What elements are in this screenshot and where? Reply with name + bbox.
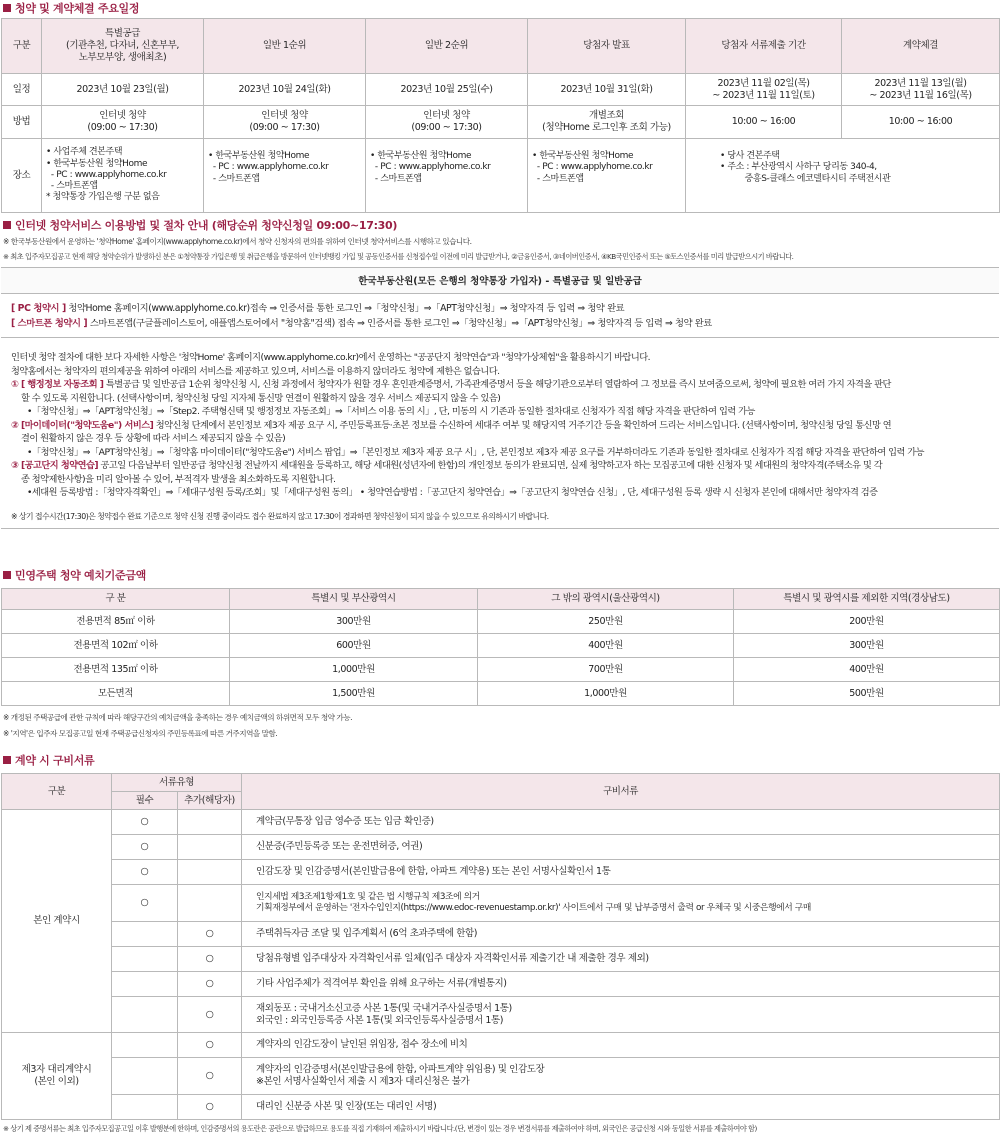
table-cell: • 사업주체 견본주택 • 한국부동산원 청약Home - PC : www.applyhome.co.kr - 스마트폰앱 * 청약통장 가입은행 구분 없음 xyxy=(42,139,204,213)
table-row: ○ 당첨유형별 입주대상자 자격확인서류 일체(입주 대상자 자격확인서류 제출기간 내 제출한 경우 제외) xyxy=(2,947,1000,972)
table-header: 계약체결 xyxy=(842,19,1000,74)
table-row: ○ 인지세법 제3조제1항제1호 및 같은 법 시행규칙 제3조에 의거 기획재정부에서 운영하는 '전자수입인지(https://www.edoc-revenuestamp.or.kr)' 사이트에서 구매 및 납부증명서 출력 or 우체국 및 시중은행에서 구매 xyxy=(2,885,1000,922)
table-cell: 2023년 11월 13일(월) ~ 2023년 11월 16일(목) xyxy=(842,74,1000,106)
section-title-deposit: 민영주택 청약 예치기준금액 xyxy=(0,569,1000,584)
table-cell: 10:00 ~ 16:00 xyxy=(842,106,1000,139)
table-row: 전용면적 135㎡ 이하 1,000만원 700만원 400만원 xyxy=(2,658,1000,682)
footnote: ※ 상기 제 증명서류는 최초 입주자모집공고일 이후 발행분에 한하며, 인감증명서의 용도란은 공란으로 발급하므로 용도를 직접 기재하여 제출하시기 바랍니다.(단, 변경이 있는 경우 변경서류를 제출하여야 하며, 외국인은 공급신청 시와 동일한 서류를 제출하여야 함) xyxy=(3,1124,757,1133)
documents-table xyxy=(1,773,1000,1120)
table-row xyxy=(2,74,1000,106)
service-item-2: ② [마이데이터("청약도움e") 서비스] 청약신청 단계에서 본인정보 제3자 제공 요구 시, 주민등록표등·초본 정보를 수신하여 세대주 여부 및 해당지역 거주기간 등을 확인하여 드리는 서비스입니다. (선택사항이며, 청약신청 당일 통신망 연 xyxy=(11,419,892,431)
table-row: ○ 주택취득자금 조달 및 입주계획서 (6억 초과주택에 한함) xyxy=(2,922,1000,947)
table-header: 당첨자 서류제출 기간 xyxy=(686,19,842,74)
row-label: 일정 xyxy=(2,74,42,106)
table-cell: 인터넷 청약 (09:00 ~ 17:30) xyxy=(42,106,204,139)
table-header: 필수 xyxy=(112,792,178,810)
table-header: 구분 xyxy=(2,774,112,810)
service-item-3: ③ [공고단지 청약연습] 공고일 다음날부터 일반공급 청약신청 전날까지 세대원을 등록하고, 해당 세대원(성년자에 한함)의 개인정보 동의가 완료되면, 실제 청약하고자 하는 모집공고에 대한 신청자 및 세대원의 청약자격(주택소유 및 각 xyxy=(11,460,883,471)
table-row: ○ 계약자의 인감증명서(본인발급용에 한함, 아파트계약 위임용) 및 인감도장 ※본인 서명사실확인서 제출 시 제3자 대리신청은 불가 xyxy=(2,1058,1000,1095)
note: ※ 한국부동산원에서 운영하는 '청약Home' 홈페이지(www.applyhome.co.kr)에서 청약 신청자의 편의를 위하여 인터넷 청약서비스를 시행하고 있습니다. xyxy=(3,237,472,246)
table-cell: • 한국부동산원 청약Home - PC : www.applyhome.co.kr - 스마트폰앱 xyxy=(528,139,686,213)
table-cell: 2023년 10월 25일(수) xyxy=(366,74,528,106)
table-cell: 2023년 10월 23일(월) xyxy=(42,74,204,106)
table-header: 추가(해당자) xyxy=(178,792,242,810)
table-header: 서류유형 xyxy=(112,774,242,792)
table-cell: 개별조회 (청약Home 로그인후 조회 가능) xyxy=(528,106,686,139)
table-header: 구분 xyxy=(2,19,42,74)
deposit-table xyxy=(1,588,1000,706)
table-row: 전용면적 85㎡ 이하 300만원 250만원 200만원 xyxy=(2,610,1000,634)
table-header: 구 분 xyxy=(2,589,230,610)
square-bullet-icon xyxy=(3,571,11,579)
table-row: ○ 기타 사업주체가 적격여부 확인을 위해 요구하는 서류(개별통지) xyxy=(2,972,1000,997)
table-cell: 인터넷 청약 (09:00 ~ 17:30) xyxy=(366,106,528,139)
table-row: 본인 계약시 ○ 계약금(무통장 입금 영수증 또는 입금 확인증) xyxy=(2,810,1000,835)
table-cell: • 당사 견본주택 • 주소 : 부산광역시 사하구 당리동 340-4, 중흥S-클래스 에코델타시티 주택전시관 xyxy=(686,139,1000,213)
note: ※ 최초 입주자모집공고 현재 해당 청약순위가 발생하신 분은 ①청약통장 가입은행 및 취급은행을 방문하여 인터넷뱅킹 가입 및 공동인증서를 신청접수일 이전에 미리 발급받거나, ②금융인증서, ③네이버인증서, ④KB국민인증서 또는 ⑤토스인증서를 미리 발급받으시기 바랍니다. xyxy=(3,252,794,261)
box-title: 한국부동산원(모든 은행의 청약통장 가입자) - 특별공급 및 일반공급 xyxy=(1,267,999,294)
row-label: 방법 xyxy=(2,106,42,139)
square-bullet-icon xyxy=(3,4,11,12)
table-header: 일반 2순위 xyxy=(366,19,528,74)
table-cell: 2023년 11월 02일(목) ~ 2023년 11월 11일(토) xyxy=(686,74,842,106)
table-row: 제3자 대리계약시 (본인 이외) ○ 계약자의 인감도장이 날인된 위임장, 접수 장소에 비치 xyxy=(2,1033,1000,1058)
table-header: 그 밖의 광역시(울산광역시) xyxy=(478,589,734,610)
method-box xyxy=(1,294,999,338)
table-cell: 2023년 10월 31일(화) xyxy=(528,74,686,106)
table-cell: 인터넷 청약 (09:00 ~ 17:30) xyxy=(204,106,366,139)
table-row xyxy=(2,139,1000,213)
table-header: 일반 1순위 xyxy=(204,19,366,74)
note: ※ 상기 접수시간(17:30)은 청약접수 완료 기준으로 청약 신청 진행 중이라도 접수 완료하지 않고 17:30이 경과하면 청약신청이 되지 않을 수 있으므로 유의하시기 바랍니다. xyxy=(11,511,549,521)
table-cell: 2023년 10월 24일(화) xyxy=(204,74,366,106)
table-cell: 10:00 ~ 16:00 xyxy=(686,106,842,139)
table-row: ○ 대리인 신분증 사본 및 인장(또는 대리인 서명) xyxy=(2,1095,1000,1120)
service-item-1: ① [ 행정정보 자동조회 ] 특별공급 및 일반공급 1순위 청약신청 시, 신청 과정에서 청약자가 원할 경우 혼인관계증명서, 가족관계증명서 등을 해당기관으로부터 열람하여 그 정보를 즉시 보여줌으로써, 청약에 필요한 여러 가지 자격을 판단 xyxy=(11,379,891,390)
group-label: 제3자 대리계약시 (본인 이외) xyxy=(2,1033,112,1120)
schedule-table xyxy=(1,18,1000,213)
note: ※ '지역'은 입주자 모집공고일 현재 주택공급신청자의 주민등록표에 따른 거주지역을 말함. xyxy=(3,729,278,738)
table-row: ○ 신분증(주민등록증 또는 운전면허증, 여권) xyxy=(2,835,1000,860)
square-bullet-icon xyxy=(3,756,11,764)
square-bullet-icon xyxy=(3,221,11,229)
pc-method: [ PC 청약시 ] 청약Home 홈페이지(www.applyhome.co.kr)접속 ⇒ 인증서를 통한 로그인 ⇒「청약신청」⇒「APT청약신청」⇒ 청약자격 등 입력 ⇒ 청약 완료 xyxy=(11,303,625,314)
table-header: 특별시 및 부산광역시 xyxy=(230,589,478,610)
table-header: 구비서류 xyxy=(242,774,1000,810)
table-row xyxy=(2,106,1000,139)
table-cell: • 한국부동산원 청약Home - PC : www.applyhome.co.kr - 스마트폰앱 xyxy=(204,139,366,213)
group-label: 본인 계약시 xyxy=(2,810,112,1033)
mobile-method: [ 스마트폰 청약시 ] 스마트폰앱(구글플레이스토어, 애플앱스토어에서 "청약홈"검색) 접속 ⇒ 인증서를 통한 로그인 ⇒「청약신청」⇒「APT청약신청」⇒ 청약자격 등 입력 ⇒ 청약 완료 xyxy=(11,318,712,329)
section-title-documents: 계약 시 구비서류 xyxy=(0,754,1000,769)
table-header: 특별공급 (기관추천, 다자녀, 신혼부부, 노부모부양, 생애최초) xyxy=(42,19,204,74)
section-title-schedule: 청약 및 계약체결 주요일정 xyxy=(0,2,1000,17)
table-header: 당첨자 발표 xyxy=(528,19,686,74)
service-description: 인터넷 청약 절차에 대한 보다 자세한 사항은 '청약Home' 홈페이지(www.applyhome.co.kr)에서 운영하는 "공공단지 청약연습"과 "청약가상체험"을 활용하시기 바랍니다. 청약홈에서는 청약자의 편의제공을 위하여 아래의 서비스를 제공하고 있으며, 서비스를 이용하지 않더라도 청약에 제한은 없습니다. ① [ 행정정보 자동조회 ] 특별공급 및 일반공급 1순위 청약신청 시, 신청 과정에서 청약자가 원할 경우 혼인관계증명서, 가족관계증명서 등을 해당기관으로부터 열람하여 그 정보를 즉시 보여줌으로써, 청약에 필요한 여러 가지 자격을 판단 할 수 있도록 지원합니다. (선택사항이며, 청약신청 당일 지자체 통신망 연결이 원활하지 않을 경우 서비스 제공되지 않을 수 있음) •「청약신청」⇒「APT청약신청」⇒「Step2. 주택형신택 및 행정정보 자동조회」⇒「서비스 이용 동의 시」, 단, 미동의 시 기존과 동일한 절차대로 신청자가 직접 해당 자격을 판단하여 입력 가능 ② [마이데이터("청약도움e") 서비스] 청약신청 단계에서 본인정보 제3자 제공 요구 시, 주민등록표등·초본 정보를 수신하여 세대주 여부 및 해당지역 거주기간 등을 확인하여 드리는 서비스입니다. (선택사항이며, 청약신청 당일 통신망 연 결이 원활하지 않은 경우 등 상황에 따라 서비스 제공되지 않을 수 있음) •「청약신청」⇒「APT청약신청」⇒「청약홈 마이데이터("청약도움e") 서비스 팝업」⇒「본인정보 제3자 제공 요구 시」, 단, 본인정보 제3자 제공 요구를 거부하더라도 기존과 동일한 절차대로 신청자가 직접 해당 자격을 판단하여 입력 가능 ③ [공고단지 청약연습] 공고일 다음날부터 일반공급 청약신청 전날까지 세대원을 등록하고, 해당 세대원(성년자에 한함)의 개인정보 동의가 완료되면, 실제 청약하고자 하는 모집공고에 대한 신청자 및 세대원의 청약자격(주택소유 및 각 종 청약제한사항)을 미리 알아볼 수 있어, 부적격자 발생을 최소화하도록 지원합니다. •세대원 등록방법 :「청약자격확인」⇒「세대구성원 등록/조회」및「세대구성원 동의」 • 청약연습방법 :「공고단지 청약연습」⇒「공고단지 청약연습 신청」, 단, 세대구성원 등록 생략 시 신청자 본인에 대해서만 청약자격 검증 ※ 상기 접수시간(17:30)은 청약접수 완료 기준으로 청약 신청 진행 중이라도 접수 완료하지 않고 17:30이 경과하면 청약신청이 되지 않을 수 있으므로 유의하시기 바랍니다. xyxy=(1,338,999,529)
row-label: 장소 xyxy=(2,139,42,213)
table-header: 특별시 및 광역시를 제외한 지역(경상남도) xyxy=(734,589,1000,610)
note: ※ 개정된 주택공급에 관한 규칙에 따라 해당구간의 예치금액을 충족하는 경우 예치금액의 하위면적 모두 청약 가능. xyxy=(3,713,353,722)
table-row: ○ 인감도장 및 인감증명서(본인발급용에 한함, 아파트 계약용) 또는 본인 서명사실확인서 1통 xyxy=(2,860,1000,885)
table-cell: • 한국부동산원 청약Home - PC : www.applyhome.co.kr - 스마트폰앱 xyxy=(366,139,528,213)
section-title-internet: 인터넷 청약서비스 이용방법 및 절차 안내 (해당순위 청약신청일 09:00~17:30) xyxy=(0,219,1000,234)
table-row: 모든면적 1,500만원 1,000만원 500만원 xyxy=(2,682,1000,706)
table-row: ○ 재외동포 : 국내거소신고증 사본 1통(및 국내거주사실증명서 1통) 외국인 : 외국인등록증 사본 1통(및 외국인등록사실증명서 1통) xyxy=(2,997,1000,1033)
table-row: 전용면적 102㎡ 이하 600만원 400만원 300만원 xyxy=(2,634,1000,658)
